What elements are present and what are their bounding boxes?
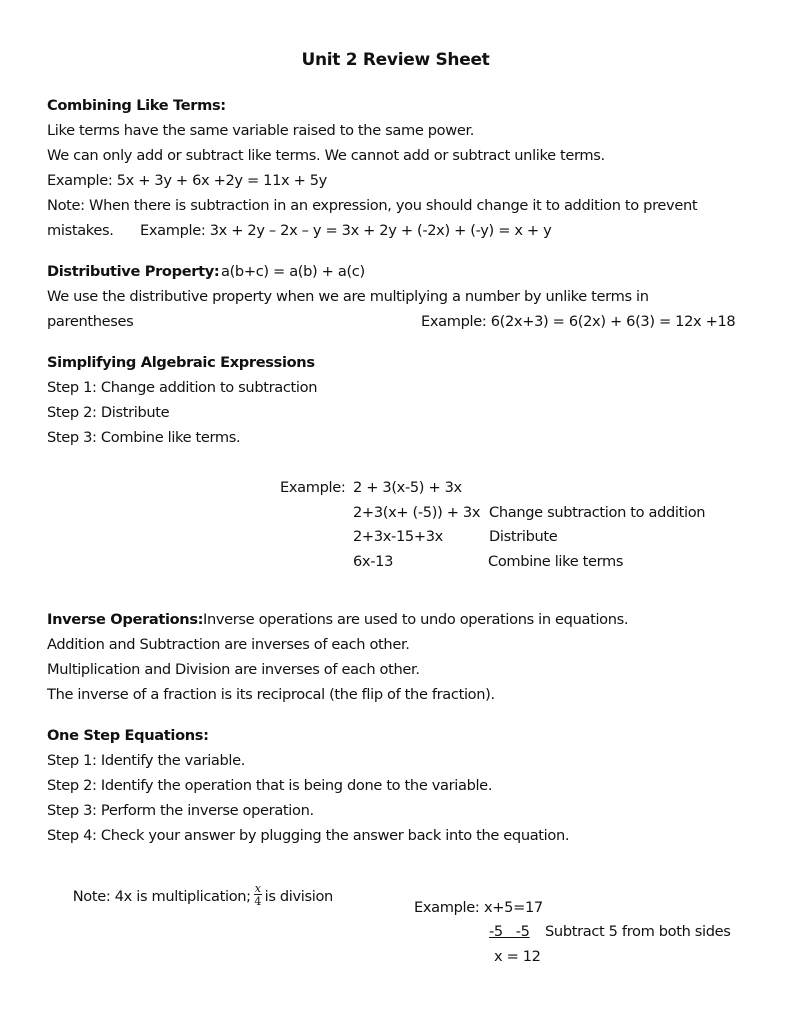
text-line: mistakes.	[47, 222, 114, 239]
example-note: Distribute	[489, 528, 558, 545]
page-title: Unit 2 Review Sheet	[301, 50, 490, 70]
text-line: We use the distributive property when we are multiplying a number by unlike terms in	[47, 288, 649, 305]
formula: a(b+c) = a(b) + a(c)	[221, 263, 365, 280]
text-line: Multiplication and Division are inverses of each other.	[47, 661, 420, 678]
fraction-numerator: x	[254, 882, 261, 895]
example-expression: 2+3x-15+3x	[353, 528, 443, 545]
section-heading: Inverse Operations:	[47, 611, 204, 628]
step-item: Step 3: Perform the inverse operation.	[47, 802, 314, 819]
text-line: The inverse of a fraction is its reciprocal (the flip of the fraction).	[47, 686, 495, 703]
example-note: Subtract 5 from both sides	[545, 923, 731, 940]
section-heading: One Step Equations:	[47, 727, 209, 744]
example-expression: 6x-13	[353, 553, 394, 570]
example-label: Example:	[280, 479, 346, 496]
note-line: Note: When there is subtraction in an expression, you should change it to addition to prevent	[47, 197, 698, 214]
text-line: We can only add or subtract like terms. We cannot add or subtract unlike terms.	[47, 147, 605, 164]
example-note: Combine like terms	[488, 553, 624, 570]
example-expression: 2 + 3(x-5) + 3x	[353, 479, 462, 496]
example-note: Change subtraction to addition	[489, 504, 706, 521]
text-line: parentheses	[47, 313, 134, 330]
text-line: Inverse operations are used to undo operations in equations.	[203, 611, 629, 628]
step-item: Step 1: Identify the variable.	[47, 752, 246, 769]
note-text: Note: 4x is multiplication;	[72, 888, 251, 905]
section-heading: Simplifying Algebraic Expressions	[47, 354, 315, 371]
example-line: Example: 3x + 2y – 2x – y = 3x + 2y + (-2x) + (-y) = x + y	[140, 222, 552, 239]
fraction-x-over-4	[254, 883, 262, 907]
example-result: x = 12	[494, 948, 541, 965]
example-line: Example: 6(2x+3) = 6(2x) + 6(3) = 12x +18	[421, 313, 736, 330]
step-item: Step 2: Identify the operation that is being done to the variable.	[47, 777, 493, 794]
text-line: Addition and Subtraction are inverses of each other.	[47, 636, 410, 653]
section-heading: Distributive Property:	[47, 263, 220, 280]
example-line: Example: 5x + 3y + 6x +2y = 11x + 5y	[47, 172, 327, 189]
section-heading: Combining Like Terms:	[47, 97, 226, 114]
step-item: Step 1: Change addition to subtraction	[47, 379, 318, 396]
example-label: Example:	[414, 899, 480, 916]
note-text: is division	[264, 888, 333, 905]
example-equation: x+5=17	[484, 899, 543, 916]
text-line: Like terms have the same variable raised to the same power.	[47, 122, 475, 139]
step-item: Step 4: Check your answer by plugging the answer back into the equation.	[47, 827, 570, 844]
example-expression: 2+3(x+ (-5)) + 3x	[353, 504, 481, 521]
fraction-denominator: 4	[254, 895, 262, 908]
step-item: Step 2: Distribute	[47, 404, 170, 421]
note-line	[47, 867, 333, 927]
example-subtraction: -5 -5	[489, 923, 530, 940]
step-item: Step 3: Combine like terms.	[47, 429, 241, 446]
